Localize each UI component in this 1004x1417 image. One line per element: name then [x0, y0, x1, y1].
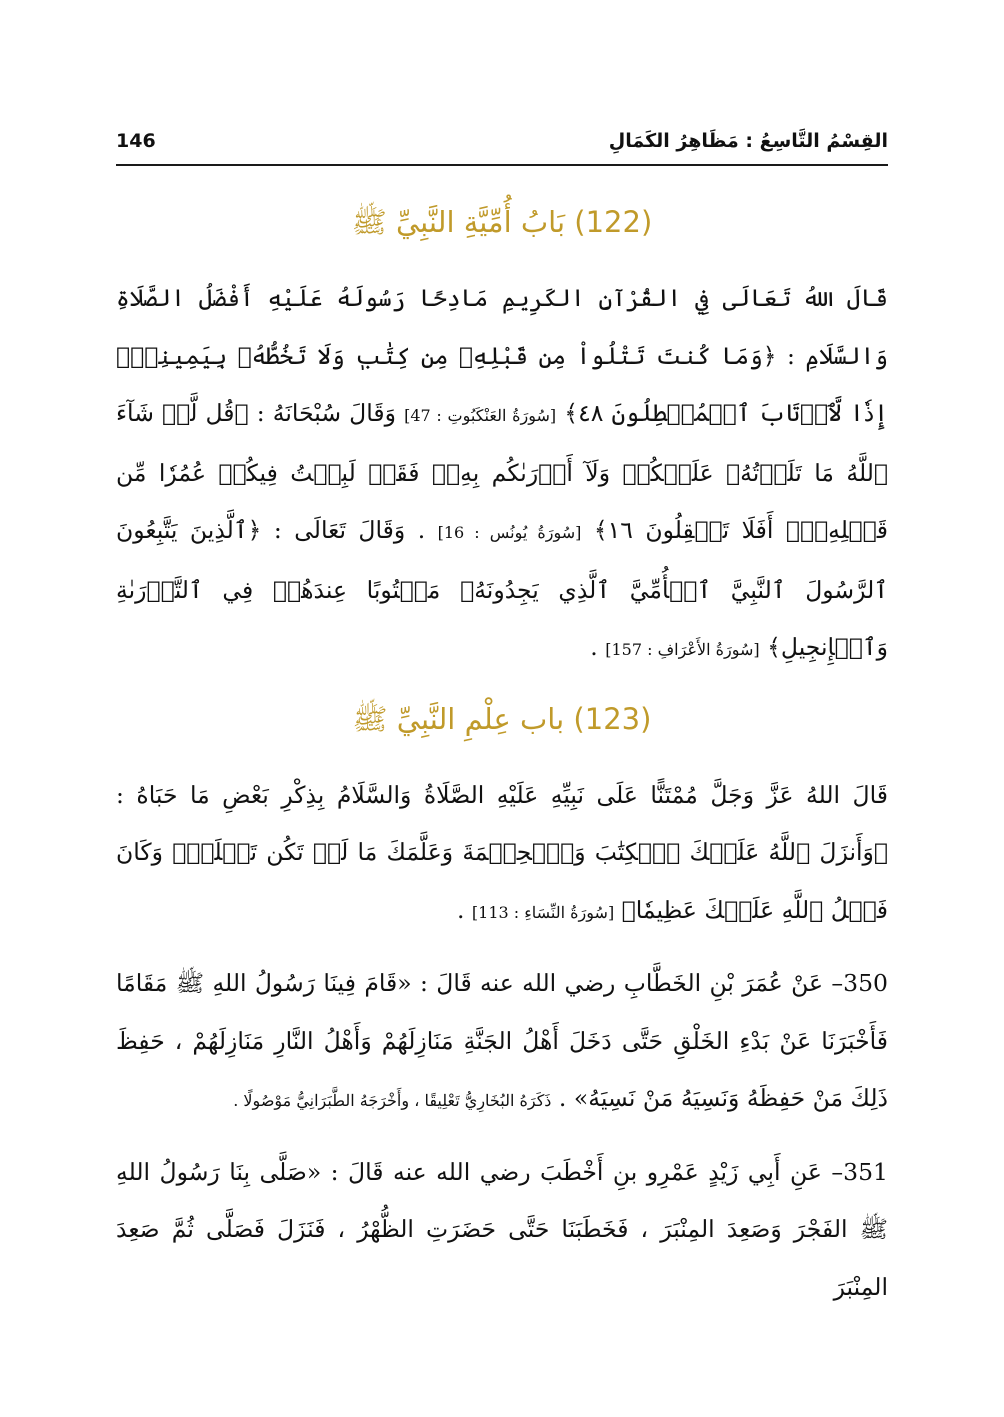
hadith-text: عَنْ عُمَرَ بْنِ الخَطَّابِ رضي الله عنه قَالَ : «قَامَ فِينَا رَسُولُ اللهِ ﷺ مَقَامًا فَأَخْبَرَنَا عَنْ بَدْءِ الخَلْقِ حَتَّى دَخَلَ أَهْلُ الجَنَّةِ مَنَازِلَهُمْ وَأَهْلُ النَّارِ مَنَازِلَهُمْ ، حَفِظَ ذَلِكَ مَنْ حَفِظَهُ وَنَسِيَهُ مَنْ نَسِيَهُ» . [116, 969, 888, 1112]
quran-passage: وَقَالَ سُبْحَانَهُ : ﴿قُل لَّوۡ شَآءَ ٱللَّهُ مَا تَلَوۡتُهُۥ عَلَيۡكُمۡ وَلَآ أَدۡرَىٰكُم بِهِۦۖ فَقَدۡ لَبِثۡتُ فِيكُمۡ عُمُرٗا مِّن قَبۡلِهِۦٓۚ أَفَلَا تَعۡقِلُونَ ١٦﴾ [116, 399, 888, 544]
hadith-number: 350– [831, 969, 888, 997]
chapter-123-text [116, 767, 888, 942]
quran-passage: . وَقَالَ تَعَالَى : ﴿ٱلَّذِينَ يَتَّبِعُونَ ٱلرَّسُولَ ٱلنَّبِيَّ ٱلۡأُمِّيَّ ٱلَّذِي يَجِدُونَهُۥ مَكۡتُوبًا عِندَهُمۡ فِي ٱلتَّوۡرَىٰةِ وَٱلۡإِنجِيلِ﴾ [116, 516, 888, 661]
chapter-title-122: (122) بَابُ أُمِّيَّةِ النَّبِيِّ ﷺ [351, 205, 653, 239]
chapter-122-text [116, 270, 888, 679]
surah-citation: [سُورَةُ الأَعْرَافِ : 157] [605, 640, 760, 659]
page-header [116, 118, 888, 166]
chapter-title-123: (123) باب عِلْمِ النَّبِيِّ ﷺ [352, 701, 652, 736]
hadith-text: عَنِ أَبِي زَيْدٍ عَمْرِو بنِ أَخْطَبَ رضي الله عنه قَالَ : «صَلَّى بِنَا رَسُولُ اللهِ ﷺ الفَجْرَ وَصَعِدَ المِنْبَرَ ، فَخَطَبَنَا حَتَّى حَضَرَتِ الظُّهْرُ ، فَنَزَلَ فَصَلَّى ثُمَّ صَعِدَ المِنْبَرَ [116, 1157, 888, 1301]
page-body [116, 190, 888, 1316]
quran-passage: قَالَ اللهُ عَزَّ وَجَلَّ مُمْتَنًّا عَلَى نَبِيِّهِ عَلَيْهِ الصَّلَاةُ وَالسَّلَامُ بِذِكْرِ بَعْضِ مَا حَبَاهُ : ﴿وَأَنزَلَ ٱللَّهُ عَلَيۡكَ ٱلۡكِتَٰبَ وَٱلۡحِكۡمَةَ وَعَلَّمَكَ مَا لَمۡ تَكُن تَعۡلَمُۚ وَكَانَ فَضۡلُ ٱللَّهِ عَلَيۡكَ عَظِيمٗا﴾ [116, 780, 888, 924]
quran-passage: قَالَ اللهُ تَعَالَى فِي القُرْآنِ الكَرِيمِ مَادِحًا رَسُولَهُ عَلَيْهِ أَفْضَلُ الصَّلَاةِ وَالسَّلَامِ : ﴿وَمَا كُنتَ تَتْلُواْ مِن قَبْلِهِۦ مِن كِتَٰبٖ وَلَا تَخُطُّهُۥ بِيَمِينِكَۖ إِذٗا لَّٱرۡتَابَ ٱلۡمُبۡطِلُونَ ٤٨﴾ [116, 284, 888, 427]
hadith-351 [116, 1144, 888, 1317]
surah-citation: [سُورَةُ العَنْكَبُوتِ : 47] [404, 406, 557, 425]
surah-citation: [سُورَةُ النِّسَاءِ : 113] [471, 902, 615, 922]
sentence-end: . [590, 633, 606, 661]
running-title: القِسْمُ التَّاسِعُ : مَظَاهِرُ الكَمَالِ [608, 130, 888, 152]
hadith-350 [116, 955, 888, 1130]
surah-citation: [سُورَةُ يُونُس : 16] [437, 523, 582, 542]
hadith-source: ذَكَرَهُ البُخَارِيُّ تَعْلِيقًا ، وأَخْرَجَهُ الطَّبَرَانِيُّ مَوْصُولًا . [233, 1091, 552, 1110]
sentence-end: . [456, 895, 472, 924]
hadith-number: 351– [831, 1157, 888, 1186]
page-number: 146 [116, 130, 156, 152]
